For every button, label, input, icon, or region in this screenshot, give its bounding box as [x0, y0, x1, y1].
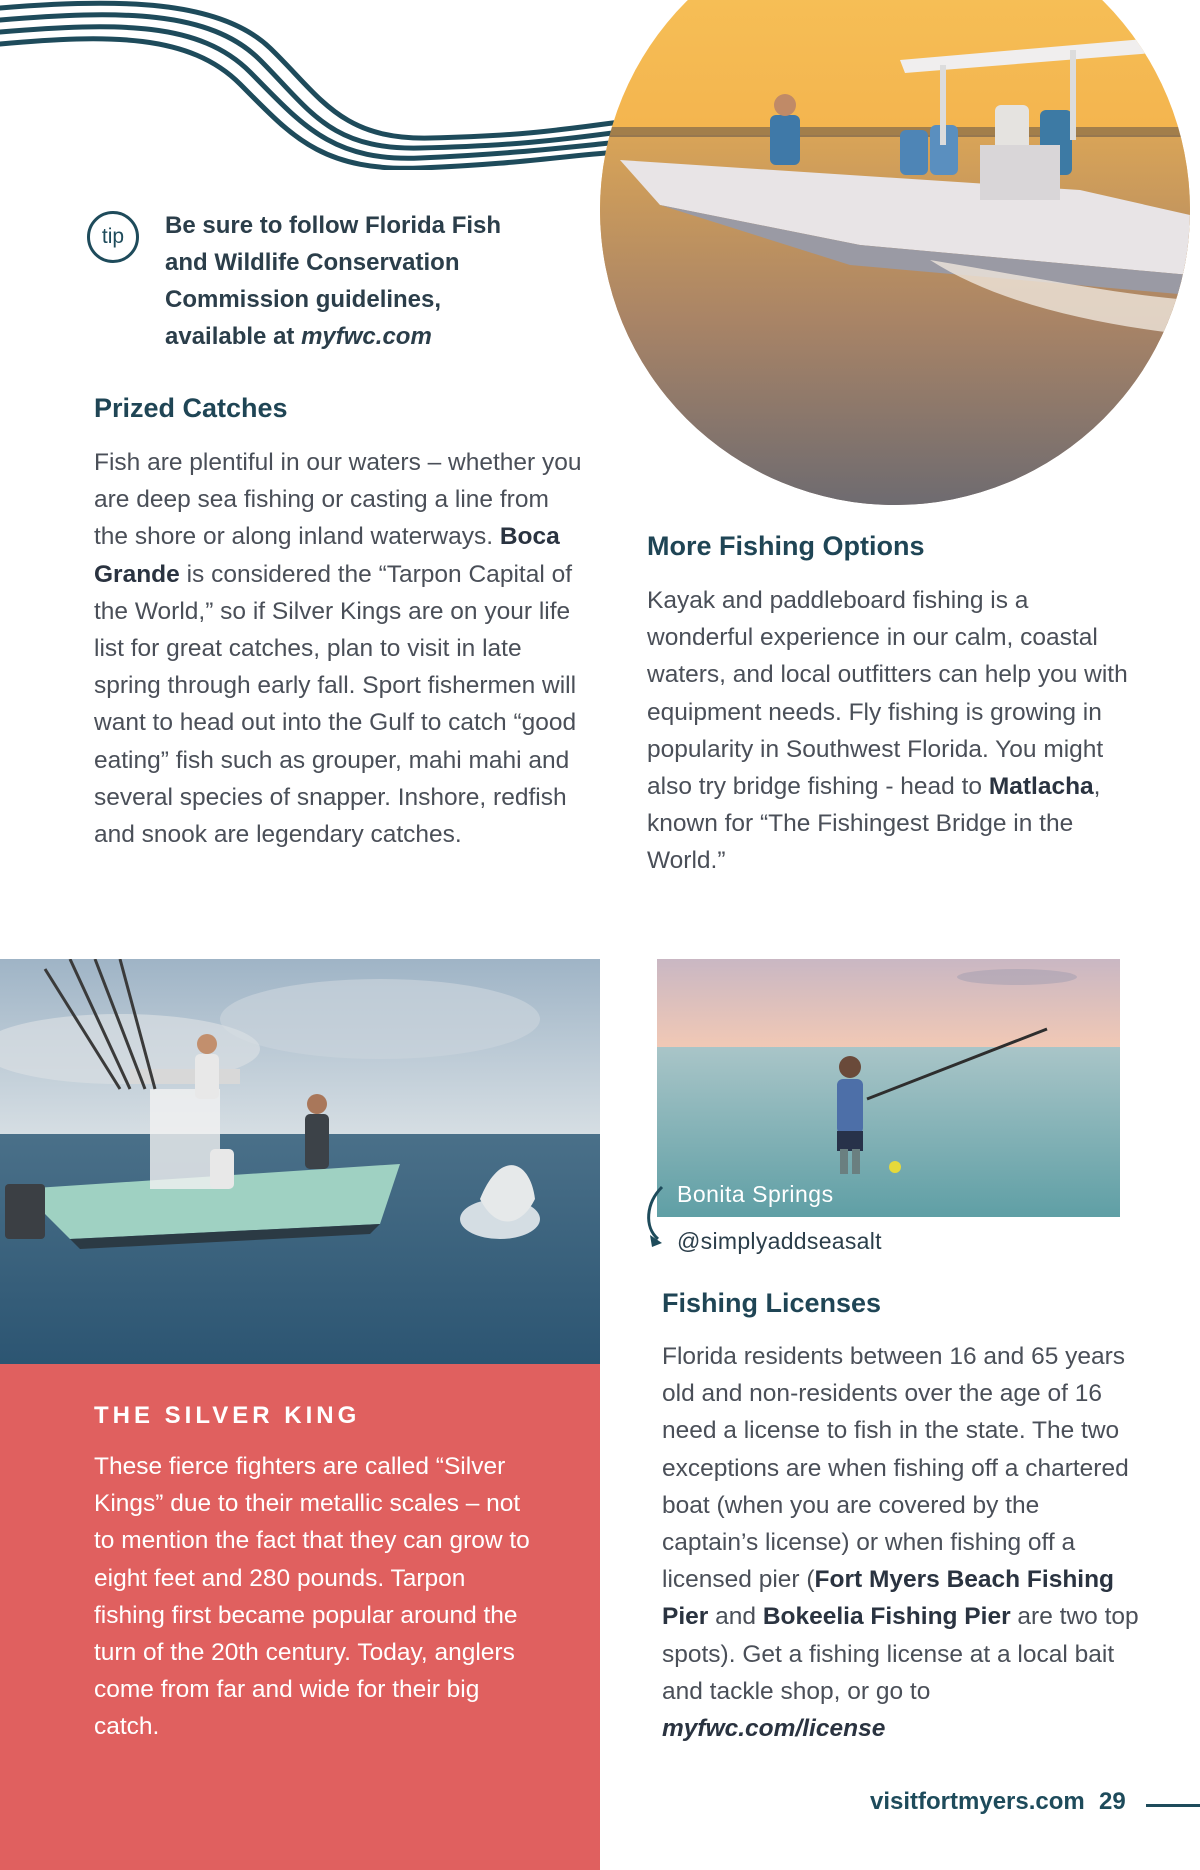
tip-badge: tip: [87, 211, 139, 263]
silver-king-paragraph: These fierce fighters are called “Silver Kings” due to their metallic scales – not to mention the fact that they can grow to eight feet and 280 pounds. Tarpon fishing first became popular around the turn of the 20th century. Today, anglers come from far and wide for their big catch.: [94, 1453, 530, 1741]
boat-sunset-photo: [600, 0, 1190, 505]
silver-king-heading: THE SILVER KING: [94, 1402, 361, 1429]
more-text-1: Kayak and paddleboard fishing is a wonderful experience in our calm, coastal waters, and local outfitters can help you with equipment needs. Fly fishing is growing in popularity in Southwest Florida. You might also try bridge fishing - head to: [647, 587, 1128, 801]
tip-line-2: and Wildlife Conservation: [165, 249, 460, 276]
tip-line-4-prefix: available at: [165, 323, 302, 350]
tip-line-3: Commission guidelines,: [165, 286, 442, 313]
bokeelia-pier-bold: Bokeelia Fishing Pier: [762, 1603, 1011, 1631]
myfwc-link[interactable]: myfwc.com: [301, 323, 432, 350]
prized-text-1: Fish are plentiful in our waters – whether you are deep sea fishing or casting a line from the shore or along inland waterways.: [94, 449, 582, 551]
boca-grande-bold: Boca Grande: [94, 523, 560, 588]
photo-location-caption: Bonita Springs: [677, 1181, 834, 1207]
tarpon-boat-photo: [0, 959, 600, 1364]
prized-catches-heading: Prized Catches: [94, 393, 288, 423]
page-number: 29: [1099, 1788, 1126, 1815]
fishing-licenses-paragraph: [662, 1338, 1142, 1747]
lic-text-3: are two top spots). Get a fishing license at a local bait and tackle shop, or go to: [662, 1603, 1139, 1705]
tip-text: [165, 207, 545, 355]
tip-line-4: [165, 318, 545, 355]
fishing-licenses-heading: Fishing Licenses: [662, 1288, 882, 1318]
more-fishing-heading: More Fishing Options: [647, 531, 925, 561]
fort-myers-beach-pier-bold: Fort Myers Beach Fishing Pier: [662, 1566, 1115, 1631]
lic-text-1: Florida residents between 16 and 65 years old and non-residents over the age of 16 need a license to fish in the state. The two exceptions are when fishing off a chartered boat (when you are covered by the captain’s license) or when fishing off a licensed pier (: [662, 1343, 1129, 1594]
curved-arrow-icon: [638, 1183, 674, 1247]
lic-text-2: and: [708, 1603, 763, 1631]
footer-website[interactable]: visitfortmyers.com: [870, 1788, 1085, 1815]
footer-rule: [1146, 1804, 1200, 1807]
wave-lines-decoration: [0, 0, 620, 170]
bonita-springs-photo: [657, 959, 1120, 1217]
more-text-2: , known for “The Fishingest Bridge in the World.”: [647, 773, 1101, 875]
prized-catches-paragraph: [94, 444, 584, 853]
license-link[interactable]: myfwc.com/license: [662, 1715, 886, 1743]
more-fishing-paragraph: [647, 582, 1137, 880]
photo-credit-handle: @simplyaddseasalt: [677, 1228, 882, 1254]
prized-text-2: is considered the “Tarpon Capital of the World,” so if Silver Kings are on your life list for great catches, plan to visit in late spring through early fall. Sport fishermen will want to head out into the Gulf to catch “good eating” fish such as grouper, mahi mahi and several species of snapper. Inshore, redfish and snook are legendary catches.: [94, 560, 577, 849]
matlacha-bold: Matlacha: [988, 773, 1094, 801]
tip-line-1: Be sure to follow Florida Fish: [165, 212, 502, 239]
